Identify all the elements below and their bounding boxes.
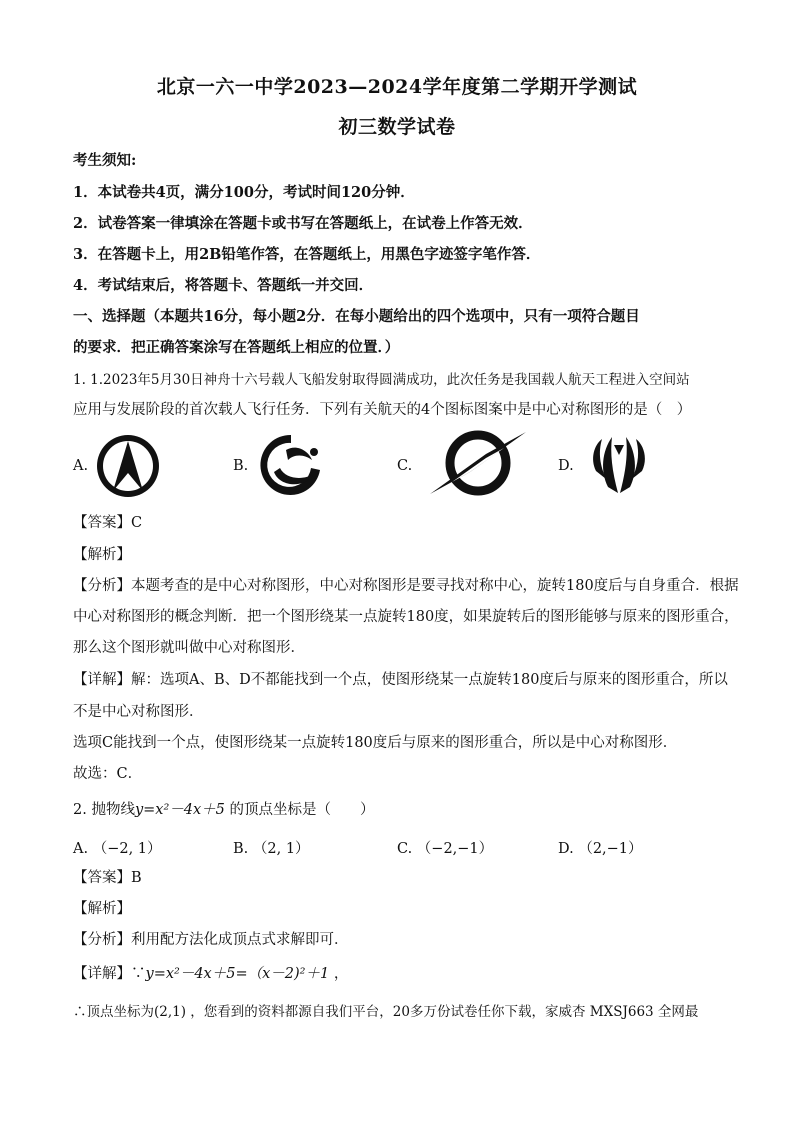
q2-detail (73, 964, 733, 984)
q2-detail-prefix: 【详解】∵ (73, 966, 146, 982)
arrow-circle-icon (95, 433, 161, 499)
q2-detail-formula: y=x²－4x＋5=（x－2)²＋1 (145, 966, 330, 982)
q1-text-line1: 1. 1.2023年5月30日神舟十六号载人飞船发射取得圆满成功，此次任务是我国载人航天工程进入空间站 (73, 372, 690, 388)
q1-option-c-image (428, 430, 528, 500)
orbit-circle-icon (428, 430, 528, 496)
notice-item-3: 3．在答题卡上，用2B铅笔作答，在答题纸上，用黑色字迹签字笔作答． (73, 246, 541, 263)
q1-option-a-label: A. (73, 458, 89, 474)
q1-option-c-label: C. (397, 458, 413, 474)
notice-heading: 考生须知: (73, 152, 137, 169)
q2-answer: 【答案】B (73, 870, 142, 886)
q1-detail-line1: 【详解】解：选项A、B、D不都能找到一个点，使图形绕某一点旋转180度后与原来的图形重合，所以 (73, 672, 728, 688)
q1-option-a-image (95, 433, 161, 503)
notice-item-4: 4．考试结束后，将答题卡、答题纸一并交回． (73, 277, 374, 294)
q2-option-b: B. （2, 1） (233, 841, 310, 857)
q2-jiexi: 【解析】 (73, 901, 131, 917)
q1-option-d-label: D. (558, 458, 574, 474)
q2-analysis: 【分析】利用配方法化成顶点式求解即可． (73, 932, 349, 948)
q1-option-b-image (256, 430, 326, 504)
q1-jiexi: 【解析】 (73, 547, 131, 563)
notice-item-2: 2．试卷答案一律填涂在答题卡或书写在答题纸上，在试卷上作答无效． (73, 215, 533, 232)
q2-option-a: A. （−2, 1） (73, 841, 162, 857)
q1-text-line2: 应用与发展阶段的首次载人飞行任务．下列有关航天的4个图标图案中是中心对称图形的是（ ） (73, 402, 692, 418)
swirl-emblem-icon (256, 430, 326, 500)
section-heading-line2: 的要求．把正确答案涂写在答题纸上相应的位置．） (73, 339, 400, 356)
q1-option-b-label: B. (233, 458, 249, 474)
q2-text (73, 800, 733, 820)
q2-last-line: ∴顶点坐标为(2,1) ，您看到的资料都源自我们平台，20多万份试卷任你下载，家威杏 MXSJ663 全网最 (73, 1004, 699, 1020)
q2-option-c: C. （−2,−1） (397, 841, 494, 857)
q1-answer: 【答案】C (73, 515, 143, 531)
q1-analysis-line1: 【分析】本题考查的是中心对称图形，中心对称图形是要寻找对称中心，旋转180度后与自身重合．根据 (73, 578, 739, 594)
q1-detail-line3: 选项C能找到一个点，使图形绕某一点旋转180度后与原来的图形重合，所以是中心对称图形． (73, 735, 678, 751)
q2-formula: y=x²－4x＋5 (134, 802, 225, 818)
q2-suffix: 的顶点坐标是（ ） (224, 802, 375, 818)
page-subtitle: 初三数学试卷 (338, 116, 456, 138)
q1-detail-line2: 不是中心对称图形． (73, 704, 204, 720)
q1-detail-line4: 故选：C． (73, 766, 143, 782)
q2-option-d: D. （2,−1） (558, 841, 643, 857)
q1-option-d-image (586, 431, 652, 501)
stripes-emblem-icon (586, 431, 652, 497)
section-heading-line1: 一、选择题（本题共16分，每小题2分．在每小题给出的四个选项中，只有一项符合题目 (73, 308, 640, 325)
page-title: 北京一六一中学2023—2024学年度第二学期开学测试 (156, 76, 638, 98)
q1-analysis-line3: 那么这个图形就叫做中心对称图形． (73, 640, 305, 656)
notice-item-1: 1．本试卷共4页，满分100分，考试时间120分钟． (73, 184, 415, 201)
q1-analysis-line2: 中心对称图形的概念判断．把一个图形绕某一点旋转180度，如果旋转后的图形能够与原来的图形重合， (73, 609, 739, 625)
q2-detail-suffix: ， (329, 966, 349, 982)
q2-prefix: 2. 抛物线 (73, 802, 135, 818)
